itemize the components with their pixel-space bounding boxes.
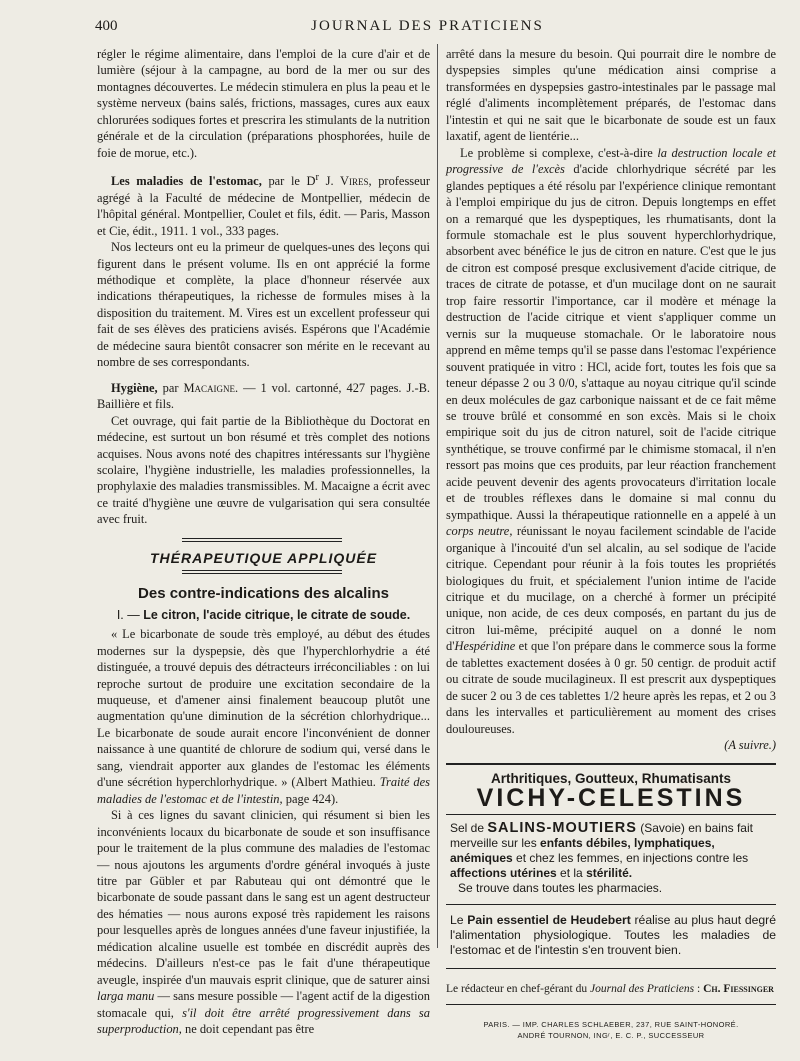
book-title: Hygiène, [111, 380, 158, 395]
book-title: Les maladies de l'estomac, [111, 174, 262, 189]
quotation: « Le bicarbonate de soude très employé, au début des études modernes sur la dyspepsie, dès que l'hyperchlorhydrie a été distinguée, a trouvé depuis des détracteurs irréconciliables : on lui reproche surtout de produire une excitation secondaire de la muqueuse, et d'amener ainsi finalement beaucoup plutôt une augmentation qu'une diminution de la sécrétion chlorhydrique... Le bicarbonate de soude aurait encore l'inconvénient de donner naissance à une quantité de chlorure de sodium qui, versé dans le sang, viendrait apporter aux glandes de l'estomac les éléments d'une sécrétion hyperchlorhydrique. » (Albert Mathieu. Traité des maladies de l'estomac et de l'intestin, page 424). [97, 627, 430, 806]
book-author: J. Vires, [319, 174, 372, 189]
paragraph: Nos lecteurs ont eu la primeur de quelques-unes des leçons qui figurent dans le présent volume. Ils en ont apprécié la forme méthodique et complète, la place d'honneur réservée aux indications thérapeutiques, la richesse de formules mises à la disposition du traitement. M. Vires est un excellent professeur qui fait de ses élèves des praticiens avisés. Espérons que l'Académie de médecine saura bientôt consacrer son mérite en le recevant au nombre de ses correspondants. [97, 240, 430, 370]
paragraph: régler le régime alimentaire, dans l'emploi de la cure d'air et de lumière (séjour à la campagne, au bord de la mer ou sur des montagnes découvertes. Le médecin stimulera en plus la peau et le système nerveux (bains salés, frictions, massages, cures aux eaux chlorurées sodiques fortes et prescrira les stimulants de la nutrition générale et de la circulation (préparations phosphorées, huile de foie de morue, etc.). [97, 47, 430, 160]
article-title: Des contre-indications des alcalins [138, 585, 389, 603]
ad-rule [446, 968, 776, 969]
ad-vichy-headline: Arthritiques, Goutteux, Rhumatisants [490, 771, 732, 787]
to-be-continued: (A suivre.) [724, 738, 776, 753]
section-rule [97, 538, 430, 544]
journal-title: JOURNAL DES PRATICIENS [311, 18, 544, 34]
running-header [95, 18, 760, 42]
book-review-macaigne: Hygiène, par Macaigne. — 1 vol. cartonné, 427 pages. J.-B. Baillière et fils. [97, 380, 430, 412]
paragraph: Le problème si complexe, c'est-à-dire la destruction locale et progressive de l'excès d'acide chlorhydrique sécrété par les glandes peptiques a été résolu par l'expérience clinique remontant à l'emploi empirique du jus de citron. Depuis longtemps en effet on a remarqué que les dyspeptiques, les rhumatisants, dont la formule stomachale est le plus souvent hyperchlorhydrique, absorbent avec bénéfice le jus de citron en nature. C'est que le jus de citron est composé presque exclusivement d'acide citrique, de traces de citrate de potasse, et d'un mucilage dont on ne saurait trop faire ressortir l'importance, car il modère et ménage la destruction de l'acide citrique et vient s'appliquer comme un vernis sur la muqueuse stomachale. Or le laboratoire nous apprend en même temps qu'il se passe dans l'estomac l'expérience souvent pratiquée in vitro : HCl, acide fort, toutes les fois que sa teneur dépasse 2 ou 3 0/0, s'attaque au noyau citrique qu'il scinde en deux molécules de gaz carbonique naissant et de ce fait même se trouve brûlé et consommé en son excès. Mais si le choix empirique soit du jus de citron naturel, soit de l'acide citrique synthétique, se trouve confirmé par le chimisme stomacal, il n'en ressort pas moins que ces produits, par leur réaction franchement acide peuvent devenir des agents provocateurs d'irritation locale et de troubles réflexes dans le domaine si mal connu du sympathique. Aussi la thérapeutique rationnelle en a appelé à un corps neutre, réunissant le noyau facilement scindable de l'acide organique à l'incouité d'un sel alcalin, au sel sodique de l'acide citrique. Cependant pour réunir à la fois toutes les propriétés biologiques du fruit, et spécialement l'union intime de l'acide citrique et du mucilage, on a cherché à former un précipité unique, non acide, de ces deux composés, en partant du jus de citron lui-même, précipité auquel on a donné le nom d'Hespéridine et que l'on prépare dans le commerce sous la forme de tablettes exactement dosées à 0 gr. 50 centigr. de produit actif ou citrate de soude mucilagineux. Il est prescrit aux dyspeptiques de sucer 2 ou 3 de ces tablettes 1/2 heure après les repas, et 2 ou 3 dans les intervalles et particulièrement au moment des crises douloureuses. [446, 145, 776, 736]
ad-heudebert: Le Pain essentiel de Heudebert réalise au plus haut degré l'alimentation physiologique. Toutes les maladies de l'estomac et de l'intestin s'en trouvent bien. [450, 913, 776, 958]
editor-line: Le rédacteur en chef-gérant du Journal des Praticiens : Ch. Fiessinger [446, 983, 774, 996]
ad-rule [446, 763, 776, 765]
ad-rule [446, 904, 776, 905]
column-divider [437, 44, 438, 948]
editor-rule [446, 1004, 776, 1005]
book-review-vires: Les maladies de l'estomac, par le $D^r$ J. Vires, professeur agrégé à la Faculté de médecine de Montpellier, médecin de l'hôpital général. Montpellier, Coulet et fils, édit. — Paris, Masson et Cie, édit., 1911. 1 vol., 333 pages. [97, 172, 431, 238]
ad-salins: Sel de SALINS-MOUTIERS (Savoie) en bains fait merveille sur les enfants débiles, lymphatiques, anémiques et chez les femmes, en injections contre les affections utérines et la stérilité. [450, 820, 753, 881]
paragraph: Cet ouvrage, qui fait partie de la Bibliothèque du Doctorat en médecine, est surtout un bon résumé et très complet des notions acquises. Nous avons noté des chapitres intéressants sur l'hygiène scolaire, l'hygiène industrielle, les maladies professionnelles, la prophylaxie des maladies transmissibles. M. Macaigne a écrit avec ce traité d'hygiène une œuvre de vulgarisation qui sera consultée avec fruit. [97, 413, 430, 527]
right-column [446, 46, 776, 1041]
section-rule [97, 570, 430, 576]
printer-imprint: PARIS. — IMP. CHARLES SCHLAEBER, 237, RUE SAINT-HONORÉ. ANDRÉ TOURNON, INGʳ, E. C. P., SUCCESSEUR [483, 1019, 739, 1040]
paragraph: Si à ces lignes du savant clinicien, qui résument si bien les inconvénients locaux du bicarbonate de soude et son insuffisance pour le traitement de la plus commune des maladies de l'estomac — nous ajoutons les arguments d'ordre général invoqués à juste titre par Gübler et par Rabuteau qui ont démontré que le bicarbonate de soude passant dans le sang est un agent destructeur des hématies — nous aurons exposé très rapidement les raisons pour lesquelles après de longues années d'une faveur injustifiée, la médication alcaline usuelle est tombée en discrédit auprès des médecins. D'ailleurs n'est-ce pas le fait d'une thérapeutique aveugle, inspirée d'un mauvais esprit clinique, que de saturer ainsi larga manu — sans mesure possible — l'agent actif de la digestion stomacale qui, s'il doit être arrêté progressivement dans sa superproduction, ne doit cependant pas être [97, 808, 430, 1037]
ad-rule [446, 814, 776, 815]
ad-salins-availability: Se trouve dans toutes les pharmacies. [458, 881, 663, 896]
ad-vichy-brand: VICHY-CELESTINS [476, 783, 746, 812]
book-author: Macaigne. [183, 380, 239, 395]
page-number: 400 [95, 18, 118, 34]
article-subtitle: I. — Le citron, l'acide citrique, le citrate de soude. [116, 607, 411, 622]
section-heading: THÉRAPEUTIQUE APPLIQUÉE [149, 549, 378, 566]
paragraph: arrêté dans la mesure du besoin. Qui pourrait dire le nombre de dyspepsies simples qu'une médication ainsi comprise a transformées en dyspepsies gastro-intestinales par le passage mal réglé d'aliments incomplètement préparés, de l'estomac dans l'intestin et qui ne sait que le bicarbonate de soude est un faux laxatif, agent de lientérie... [446, 47, 776, 144]
left-column [97, 46, 430, 1038]
advertisements [446, 763, 776, 969]
